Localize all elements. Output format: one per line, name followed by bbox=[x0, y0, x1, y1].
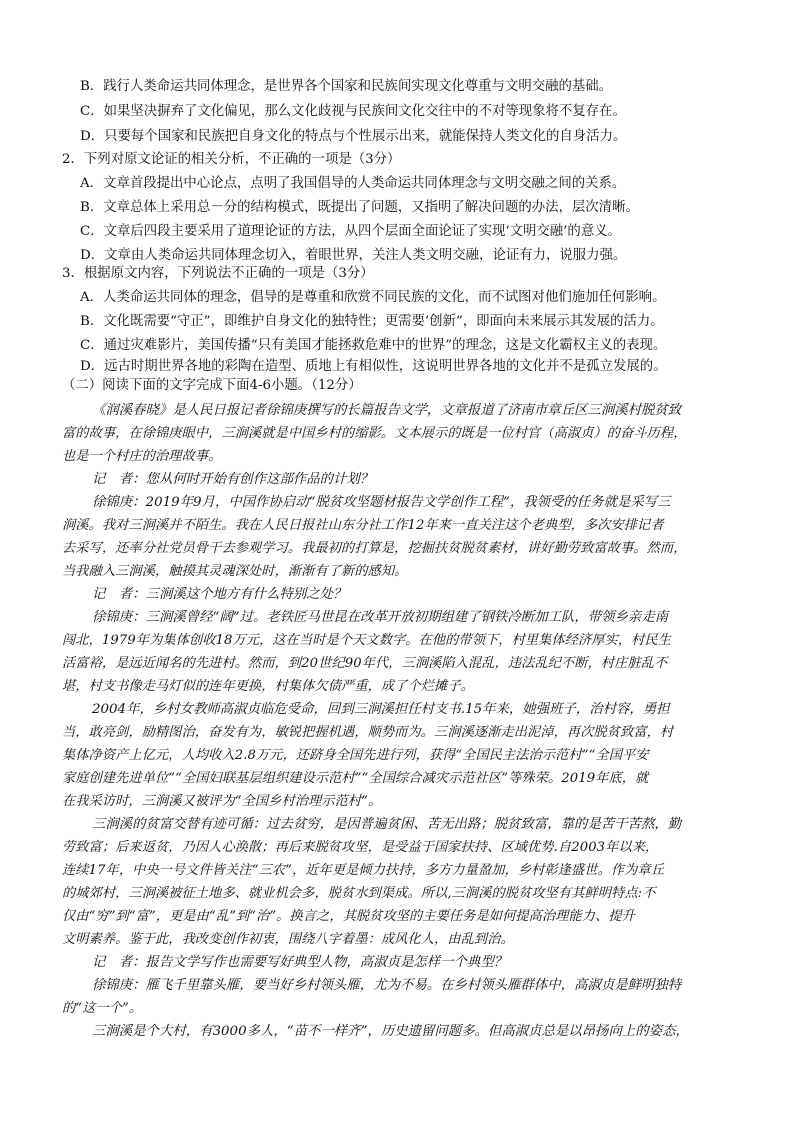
passage-line: 的“这一个”。 bbox=[62, 1001, 143, 1016]
passage-line: 三涧溪是个大村，有3000多人，“苗不一样齐”，历史遗留问题多。但高淑贞总是以昂扬向上的姿态， bbox=[92, 1024, 689, 1039]
q1-option-c: C．如果坚决摒弃了文化偏见，那么文化歧视与民族间文化交往中的不对等现象将不复存在。 bbox=[80, 104, 626, 119]
q2-option-d: D．文章由人类命运共同体理念切入，着眼世界，关注人类文明交融，论证有力，说服力强。 bbox=[80, 248, 627, 263]
passage-line: 三涧溪的贫富交替有迹可循：过去贫穷，是因普遍贫困、苦无出路；脱贫致富，靠的是苦干苦熬，勤 bbox=[92, 817, 682, 832]
passage-line: 堪，村支书像走马灯似的连年更换，村集体欠债严重，成了个烂摊子。 bbox=[62, 679, 474, 694]
q1-option-b: B．践行人类命运共同体理念，是世界各个国家和民族间实现文化尊重与文明交融的基础。 bbox=[80, 79, 613, 94]
q2-stem: 2．下列对原文论证的相关分析，不正确的一项是（3分） bbox=[62, 152, 401, 167]
passage-line: 当我融入三涧溪，触摸其灵魂深处时，渐渐有了新的感知。 bbox=[62, 564, 408, 579]
passage-line: 也是一个村庄的治理故事。 bbox=[62, 449, 222, 464]
passage-line: 家庭创建先进单位”“全国妇联基层组织建设示范村”“全国综合减灾示范社区”等殊荣。2019年底，就 bbox=[62, 771, 649, 786]
q3-stem: 3．根据原文内容，下列说法不正确的一项是（3分） bbox=[62, 266, 374, 281]
passage-line: 富的故事，在徐锦庚眼中，三涧溪就是中国乡村的缩影。文本展示的既是一位村官（高淑贞）的奋斗历程， bbox=[62, 426, 687, 441]
q2-option-b: B．文章总体上采用总－分的结构模式，既提出了问题，又指明了解决问题的办法，层次清晰。 bbox=[80, 200, 639, 215]
passage-line: 的城郊村，三涧溪被征土地多、就业机会多，脱贫水到渠成。所以,三涧溪的脱贫攻坚有其鲜明特点:不 bbox=[62, 886, 656, 901]
passage-line: 涧溪。我对三涧溪并不陌生。我在人民日报社山东分社工作12年来一直关注这个老典型，多次安排记者 bbox=[62, 518, 664, 533]
passage-line: 当，敢亮剑，励精图治，奋发有为，敏锐把握机遇，顺势而为。三涧溪逐渐走出泥淖，再次脱贫致富，村 bbox=[62, 725, 674, 740]
passage-line: 徐锦庚：2019年9月，中国作协启动“脱贫攻坚题材报告文学创作工程”，我领受的任务就是采写三 bbox=[92, 495, 671, 510]
q1-option-d: D．只要每个国家和民族把自身文化的特点与个性展示出来，就能保持人类文化的自身活力。 bbox=[80, 129, 627, 144]
section-2-heading: （二）阅读下面的文字完成下面4-6小题。（12分） bbox=[62, 378, 362, 393]
passage-line: 徐锦庚：雁飞千里靠头雁，要当好乡村领头雁，尤为不易。在乡村领头雁群体中，高淑贞是鲜明独特 bbox=[92, 978, 682, 993]
passage-line: 《润溪春晓》是人民日报记者徐锦庚撰写的长篇报告文学，文章报道了济南市章丘区三涧溪村脱贫致 bbox=[92, 403, 682, 418]
passage-line: 仅由“穷”到“富”，更是由“乱”到“治”。换言之，其脱贫攻坚的主要任务是如何提高治理能力、提升 bbox=[62, 909, 635, 924]
passage-line: 去采写，还率分社党员骨干去参观学习。我最初的打算是，挖掘扶贫脱贫素材，讲好勤劳致富故事。然而， bbox=[62, 541, 687, 556]
passage-line: 连续17年，中央一号文件皆关注“三农”，近年更是倾力扶持，多方力量盈加，乡村彰逢盛世。作为章丘 bbox=[62, 863, 665, 878]
passage-line: 集体净资产上亿元，人均收入2.8万元，还跻身全国先进行列，获得“全国民主法治示范村”“全国平安 bbox=[62, 748, 649, 763]
q3-option-d: D．远古时期世界各地的彩陶在造型、质地上有相似性，这说明世界各地的文化并不是孤立发展的。 bbox=[80, 359, 667, 374]
passage-line: 文明素养。鉴于此，我改变创作初衷，围绕八字着墨：成风化人，由乱到治。 bbox=[62, 932, 514, 947]
passage-line: 记 者：您从何时开始有创作这部作品的计划？ bbox=[92, 472, 374, 487]
passage-line: 在我采访时，三涧溪又被评为“全国乡村治理示范村”。 bbox=[62, 794, 382, 809]
passage-line: 记 者：报告文学写作也需要写好典型人物，高淑贞是怎样一个典型？ bbox=[92, 955, 508, 970]
passage-line: 劳致富；后来返贫，乃因人心涣散；再后来脱贫攻坚，是受益于国家扶持、区域优势.自2003年以来， bbox=[62, 840, 659, 855]
q2-option-c: C．文章后四段主要采用了道理论证的方法，从四个层面全面论证了实现‘文明交融’的意义。 bbox=[80, 224, 621, 239]
passage-line: 徐锦庚：三涧溪曾经“阔”过。老铁匠马世昆在改革开放初期组建了钢铁冷断加工队，带领乡亲走南 bbox=[92, 610, 669, 625]
passage-line: 记 者：三涧溪这个地方有什么特别之处？ bbox=[92, 587, 347, 602]
passage-line: 活富裕，是远近闻名的先进村。然而，到20世纪90年代，三涧溪陷入混乱，违法乱纪不断，村庄脏乱不 bbox=[62, 656, 668, 671]
passage-line: 闯北，1979年为集体创收18万元，这在当时是个天文数字。在他的带领下，村里集体经济厚实，村民生 bbox=[62, 633, 672, 648]
passage-line: 2004年，乡村女教师高淑贞临危受命，回到三涧溪担任村支书.15年来，她强班子，治村容，勇担 bbox=[92, 702, 670, 717]
q3-option-a: A．人类命运共同体的理念，倡导的是尊重和欣赏不同民族的文化，而不试图对他们施加任何影响。 bbox=[80, 290, 666, 305]
q2-option-a: A．文章首段提出中心论点，点明了我国倡导的人类命运共同体理念与文明交融之间的关系。 bbox=[80, 176, 626, 191]
q3-option-c: C．通过灾难影片，美国传播“只有美国才能拯救危难中的世界”的理念，这是文化霸权主义的表现。 bbox=[80, 338, 667, 353]
q3-option-b: B．文化既需要“守正”，即维护自身文化的独特性；更需要‘创新”，即面向未来展示其发展的活力。 bbox=[80, 314, 664, 329]
